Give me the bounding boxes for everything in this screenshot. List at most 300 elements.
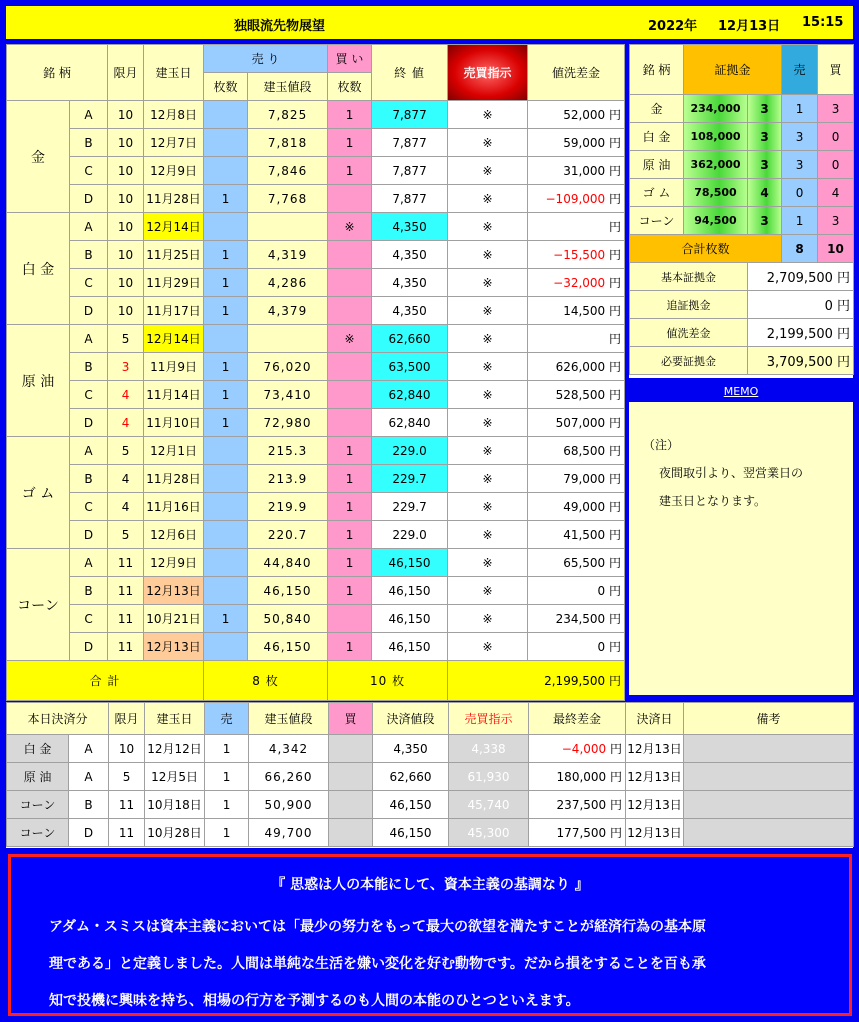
row-month: 4 — [108, 465, 144, 493]
position-row — [7, 633, 625, 661]
row-buy-count: 1 — [328, 157, 372, 185]
settled-settle-price: 4,350 — [373, 735, 449, 763]
settled-settle-price: 62,660 — [373, 763, 449, 791]
settled-note — [684, 819, 854, 847]
row-diff-value: −109,000 — [545, 192, 606, 206]
margin-col-sell: 売 — [782, 45, 818, 95]
memo-header — [629, 380, 853, 400]
margin-buy: 0 — [818, 123, 854, 151]
row-price: 7,825 — [248, 101, 328, 129]
row-sell-count — [204, 101, 248, 129]
row-month: 3 — [108, 353, 144, 381]
row-label: B — [70, 129, 108, 157]
row-sell-count — [204, 437, 248, 465]
settled-name: コーン — [7, 819, 69, 847]
row-date: 11月14日 — [144, 381, 204, 409]
positions-panel — [6, 44, 624, 696]
row-diff-value: 507,000 — [555, 416, 606, 430]
row-date: 12月9日 — [144, 157, 204, 185]
margin-total-sell: 8 — [782, 235, 818, 263]
row-date: 12月7日 — [144, 129, 204, 157]
margin-row — [630, 95, 854, 123]
row-price: 219.9 — [248, 493, 328, 521]
row-label: B — [70, 353, 108, 381]
row-close: 46,150 — [372, 633, 448, 661]
row-close: 229.0 — [372, 521, 448, 549]
position-row — [7, 157, 625, 185]
row-diff-value: 234,500 — [555, 612, 606, 626]
margin-count: 3 — [748, 95, 782, 123]
row-diff — [528, 101, 625, 129]
settled-month: 10 — [109, 735, 145, 763]
margin-panel — [629, 44, 853, 378]
row-label: D — [70, 521, 108, 549]
row-signal: ※ — [448, 409, 528, 437]
summary-value: 3,709,500 円 — [748, 347, 854, 375]
row-label: C — [70, 157, 108, 185]
settled-date: 10月18日 — [145, 791, 205, 819]
row-signal: ※ — [448, 325, 528, 353]
row-signal: ※ — [448, 493, 528, 521]
margin-brand: 白 金 — [630, 123, 684, 151]
row-label: D — [70, 297, 108, 325]
row-month: 5 — [108, 437, 144, 465]
row-diff-unit: 円 — [609, 640, 622, 654]
margin-sell: 1 — [782, 207, 818, 235]
row-diff — [528, 409, 625, 437]
settled-price: 50,900 — [249, 791, 329, 819]
settled-row — [7, 819, 854, 847]
row-label: B — [70, 577, 108, 605]
row-sell-count: 1 — [204, 185, 248, 213]
row-buy-count: ※ — [328, 213, 372, 241]
row-price — [248, 213, 328, 241]
settled-final-unit: 円 — [610, 770, 623, 784]
position-row — [7, 297, 625, 325]
position-row — [7, 493, 625, 521]
row-month: 10 — [108, 101, 144, 129]
margin-sell: 3 — [782, 151, 818, 179]
row-label: A — [70, 213, 108, 241]
position-row — [7, 577, 625, 605]
margin-col-buy: 買 — [818, 45, 854, 95]
settled-col-month: 限月 — [109, 703, 145, 735]
row-diff — [528, 493, 625, 521]
row-buy-count — [328, 269, 372, 297]
settled-final — [529, 763, 626, 791]
row-diff-value: 626,000 — [555, 360, 606, 374]
settled-note — [684, 735, 854, 763]
margin-buy: 4 — [818, 179, 854, 207]
total-diff-unit: 円 — [609, 674, 622, 688]
row-signal: ※ — [448, 297, 528, 325]
row-diff — [528, 353, 625, 381]
row-price — [248, 325, 328, 353]
row-diff — [528, 577, 625, 605]
row-diff — [528, 381, 625, 409]
memo-link[interactable]: MEMO — [723, 385, 759, 398]
row-close: 229.0 — [372, 437, 448, 465]
row-label: A — [70, 101, 108, 129]
row-date: 12月6日 — [144, 521, 204, 549]
row-diff-value: −32,000 — [553, 276, 606, 290]
row-month: 11 — [108, 577, 144, 605]
settled-final-unit: 円 — [610, 742, 623, 756]
row-diff-unit: 円 — [609, 612, 622, 626]
margin-row — [630, 151, 854, 179]
row-month: 10 — [108, 129, 144, 157]
row-signal: ※ — [448, 101, 528, 129]
row-diff-unit: 円 — [609, 136, 622, 150]
margin-row — [630, 207, 854, 235]
position-row — [7, 269, 625, 297]
quote-box — [8, 854, 852, 1016]
row-date: 11月28日 — [144, 465, 204, 493]
margin-buy: 3 — [818, 207, 854, 235]
row-month: 4 — [108, 381, 144, 409]
row-diff — [528, 157, 625, 185]
row-diff — [528, 213, 625, 241]
row-diff — [528, 129, 625, 157]
row-label: D — [70, 409, 108, 437]
row-month: 5 — [108, 325, 144, 353]
settled-settle-date: 12月13日 — [626, 735, 684, 763]
settled-label: D — [69, 819, 109, 847]
settled-date: 10月28日 — [145, 819, 205, 847]
settled-label: A — [69, 735, 109, 763]
summary-row — [630, 263, 854, 291]
row-sell-count — [204, 129, 248, 157]
row-close: 7,877 — [372, 157, 448, 185]
row-label: B — [70, 465, 108, 493]
col-price: 建玉値段 — [248, 73, 328, 101]
settled-final — [529, 735, 626, 763]
settled-final-value: 237,500 — [556, 798, 607, 812]
row-diff-unit: 円 — [609, 556, 622, 570]
row-price: 46,150 — [248, 633, 328, 661]
margin-brand: ゴ ム — [630, 179, 684, 207]
row-date: 11月9日 — [144, 353, 204, 381]
row-signal: ※ — [448, 633, 528, 661]
col-sell: 売 り — [204, 45, 328, 73]
col-brand: 銘 柄 — [7, 45, 108, 101]
summary-label: 追証拠金 — [630, 291, 748, 319]
row-month: 10 — [108, 213, 144, 241]
settled-signal: 61,930 — [449, 763, 529, 791]
row-diff-value: 68,500 — [563, 444, 606, 458]
position-row — [7, 549, 625, 577]
margin-brand: 原 油 — [630, 151, 684, 179]
col-signal: 売買指示 — [448, 45, 528, 101]
settled-month: 11 — [109, 819, 145, 847]
settled-name: コーン — [7, 791, 69, 819]
row-diff — [528, 297, 625, 325]
col-close: 終 値 — [372, 45, 448, 101]
row-diff — [528, 521, 625, 549]
position-row — [7, 353, 625, 381]
row-sell-count — [204, 213, 248, 241]
row-buy-count: 1 — [328, 549, 372, 577]
row-diff — [528, 241, 625, 269]
row-sell-count — [204, 493, 248, 521]
row-signal: ※ — [448, 269, 528, 297]
row-sell-count: 1 — [204, 297, 248, 325]
quote-line-2: 理である」と定義しました。人間は単純な生活を嫌い変化を好む動物です。だから損をすることを百も承 — [49, 956, 706, 972]
row-diff — [528, 185, 625, 213]
row-label: A — [70, 325, 108, 353]
row-date: 11月16日 — [144, 493, 204, 521]
row-diff-unit: 円 — [609, 388, 622, 402]
position-row — [7, 605, 625, 633]
margin-count: 3 — [748, 151, 782, 179]
row-signal: ※ — [448, 381, 528, 409]
row-diff-unit: 円 — [609, 416, 622, 430]
settled-settle-date: 12月13日 — [626, 819, 684, 847]
row-close: 63,500 — [372, 353, 448, 381]
row-diff — [528, 437, 625, 465]
row-price: 213.9 — [248, 465, 328, 493]
quote-body — [49, 909, 819, 1020]
position-row — [7, 381, 625, 409]
group-name: コーン — [7, 549, 70, 661]
row-price: 76,020 — [248, 353, 328, 381]
row-signal: ※ — [448, 437, 528, 465]
row-signal: ※ — [448, 549, 528, 577]
settled-name: 白 金 — [7, 735, 69, 763]
row-buy-count: 1 — [328, 521, 372, 549]
settled-price: 4,342 — [249, 735, 329, 763]
total-label: 合 計 — [7, 661, 204, 701]
margin-count: 3 — [748, 207, 782, 235]
row-month: 10 — [108, 157, 144, 185]
row-signal: ※ — [448, 521, 528, 549]
position-row — [7, 101, 625, 129]
settled-final — [529, 791, 626, 819]
settled-settle-date: 12月13日 — [626, 791, 684, 819]
row-sell-count: 1 — [204, 269, 248, 297]
margin-sell: 0 — [782, 179, 818, 207]
settled-col-settle-price: 決済値段 — [373, 703, 449, 735]
row-sell-count: 1 — [204, 409, 248, 437]
row-diff-value: 41,500 — [563, 528, 606, 542]
summary-row — [630, 319, 854, 347]
settled-col-settle-date: 決済日 — [626, 703, 684, 735]
row-close: 229.7 — [372, 465, 448, 493]
group-name: 金 — [7, 101, 70, 213]
row-buy-count — [328, 353, 372, 381]
row-signal: ※ — [448, 185, 528, 213]
position-row — [7, 129, 625, 157]
row-buy-count — [328, 409, 372, 437]
row-close: 7,877 — [372, 101, 448, 129]
row-buy-count — [328, 381, 372, 409]
settled-price: 66,260 — [249, 763, 329, 791]
row-close: 4,350 — [372, 297, 448, 325]
settled-final-value: −4,000 — [561, 742, 607, 756]
summary-row — [630, 347, 854, 375]
settled-final-unit: 円 — [610, 798, 623, 812]
row-close: 7,877 — [372, 129, 448, 157]
row-diff-value: 0 — [597, 640, 606, 654]
margin-col-amount: 証拠金 — [684, 45, 782, 95]
row-price: 7,768 — [248, 185, 328, 213]
row-signal: ※ — [448, 465, 528, 493]
row-label: C — [70, 381, 108, 409]
settled-date: 12月5日 — [145, 763, 205, 791]
row-diff-unit: 円 — [609, 276, 622, 290]
row-sell-count — [204, 325, 248, 353]
col-month: 限月 — [108, 45, 144, 101]
row-month: 5 — [108, 521, 144, 549]
row-close: 7,877 — [372, 185, 448, 213]
settled-signal: 45,300 — [449, 819, 529, 847]
row-diff-value: 59,000 — [563, 136, 606, 150]
row-sell-count — [204, 577, 248, 605]
row-buy-count — [328, 297, 372, 325]
col-date: 建玉日 — [144, 45, 204, 101]
settled-name: 原 油 — [7, 763, 69, 791]
settled-buy — [329, 791, 373, 819]
row-month: 11 — [108, 549, 144, 577]
margin-amount: 362,000 — [684, 151, 748, 179]
row-diff-unit: 円 — [609, 584, 622, 598]
header-date: 12月13日 — [718, 19, 781, 34]
group-name: ゴ ム — [7, 437, 70, 549]
margin-total-buy: 10 — [818, 235, 854, 263]
total-sell: 8 枚 — [204, 661, 328, 701]
row-price: 72,980 — [248, 409, 328, 437]
position-row — [7, 185, 625, 213]
memo-box — [629, 402, 853, 695]
row-diff-value: 0 — [597, 584, 606, 598]
settled-col-sell: 売 — [205, 703, 249, 735]
row-buy-count — [328, 605, 372, 633]
quote-title: 『 思惑は人の本能にして、資本主義の基調なり 』 — [271, 877, 589, 893]
margin-amount: 234,000 — [684, 95, 748, 123]
row-date: 12月13日 — [144, 633, 204, 661]
row-price: 215.3 — [248, 437, 328, 465]
row-sell-count — [204, 465, 248, 493]
total-diff-value: 2,199,500 — [544, 674, 606, 688]
margin-total-label: 合計枚数 — [630, 235, 782, 263]
summary-label: 必要証拠金 — [630, 347, 748, 375]
row-price: 7,846 — [248, 157, 328, 185]
row-diff — [528, 325, 625, 353]
margin-amount: 78,500 — [684, 179, 748, 207]
settled-sell: 1 — [205, 735, 249, 763]
row-diff-unit: 円 — [609, 108, 622, 122]
settled-col-title: 本日決済分 — [7, 703, 109, 735]
row-price: 44,840 — [248, 549, 328, 577]
settled-settle-date: 12月13日 — [626, 763, 684, 791]
row-diff-unit: 円 — [609, 192, 622, 206]
col-buy-count: 枚数 — [328, 73, 372, 101]
row-label: A — [70, 437, 108, 465]
settled-col-price: 建玉値段 — [249, 703, 329, 735]
row-date: 11月17日 — [144, 297, 204, 325]
settled-month: 5 — [109, 763, 145, 791]
row-buy-count: 1 — [328, 129, 372, 157]
settled-panel — [6, 702, 853, 848]
row-buy-count — [328, 241, 372, 269]
settled-final-unit: 円 — [610, 826, 623, 840]
row-diff — [528, 549, 625, 577]
settled-col-final: 最終差金 — [529, 703, 626, 735]
row-diff-value: 79,000 — [563, 472, 606, 486]
row-label: C — [70, 269, 108, 297]
row-month: 10 — [108, 269, 144, 297]
group-name: 白 金 — [7, 213, 70, 325]
row-date: 12月14日 — [144, 325, 204, 353]
row-close: 229.7 — [372, 493, 448, 521]
row-close: 46,150 — [372, 605, 448, 633]
settled-signal: 45,740 — [449, 791, 529, 819]
row-diff — [528, 605, 625, 633]
row-price: 220.7 — [248, 521, 328, 549]
total-buy: 10 枚 — [328, 661, 448, 701]
page-title: 独眼流先物展望 — [234, 19, 326, 34]
row-buy-count: 1 — [328, 633, 372, 661]
row-price: 4,379 — [248, 297, 328, 325]
row-month: 4 — [108, 409, 144, 437]
settled-row — [7, 763, 854, 791]
summary-value: 2,199,500 円 — [748, 319, 854, 347]
row-label: C — [70, 493, 108, 521]
row-sell-count — [204, 633, 248, 661]
settled-signal: 4,338 — [449, 735, 529, 763]
row-diff — [528, 633, 625, 661]
row-close: 62,660 — [372, 325, 448, 353]
settled-buy — [329, 763, 373, 791]
row-close: 4,350 — [372, 241, 448, 269]
row-signal: ※ — [448, 605, 528, 633]
row-date: 12月13日 — [144, 577, 204, 605]
margin-table — [629, 44, 854, 375]
settled-month: 11 — [109, 791, 145, 819]
row-diff-unit: 円 — [609, 528, 622, 542]
row-buy-count: 1 — [328, 577, 372, 605]
row-price: 4,319 — [248, 241, 328, 269]
row-date: 12月9日 — [144, 549, 204, 577]
row-buy-count: ※ — [328, 325, 372, 353]
row-sell-count — [204, 549, 248, 577]
row-month: 10 — [108, 297, 144, 325]
settled-row — [7, 735, 854, 763]
margin-brand: 金 — [630, 95, 684, 123]
row-diff-unit: 円 — [609, 248, 622, 262]
group-name: 原 油 — [7, 325, 70, 437]
row-sell-count: 1 — [204, 381, 248, 409]
row-buy-count: 1 — [328, 437, 372, 465]
row-diff-unit: 円 — [609, 332, 622, 346]
row-date: 11月25日 — [144, 241, 204, 269]
margin-row — [630, 123, 854, 151]
memo-line1: 夜間取引より、翌営業日の — [659, 466, 804, 480]
row-diff — [528, 465, 625, 493]
settled-col-buy: 買 — [329, 703, 373, 735]
row-price: 50,840 — [248, 605, 328, 633]
row-date: 11月28日 — [144, 185, 204, 213]
row-date: 12月14日 — [144, 213, 204, 241]
memo-line2: 建玉日となります。 — [659, 494, 767, 508]
position-row — [7, 325, 625, 353]
margin-buy: 0 — [818, 151, 854, 179]
summary-label: 基本証拠金 — [630, 263, 748, 291]
settled-note — [684, 791, 854, 819]
row-sell-count: 1 — [204, 605, 248, 633]
memo-note: （注） — [643, 438, 680, 452]
settled-row — [7, 791, 854, 819]
